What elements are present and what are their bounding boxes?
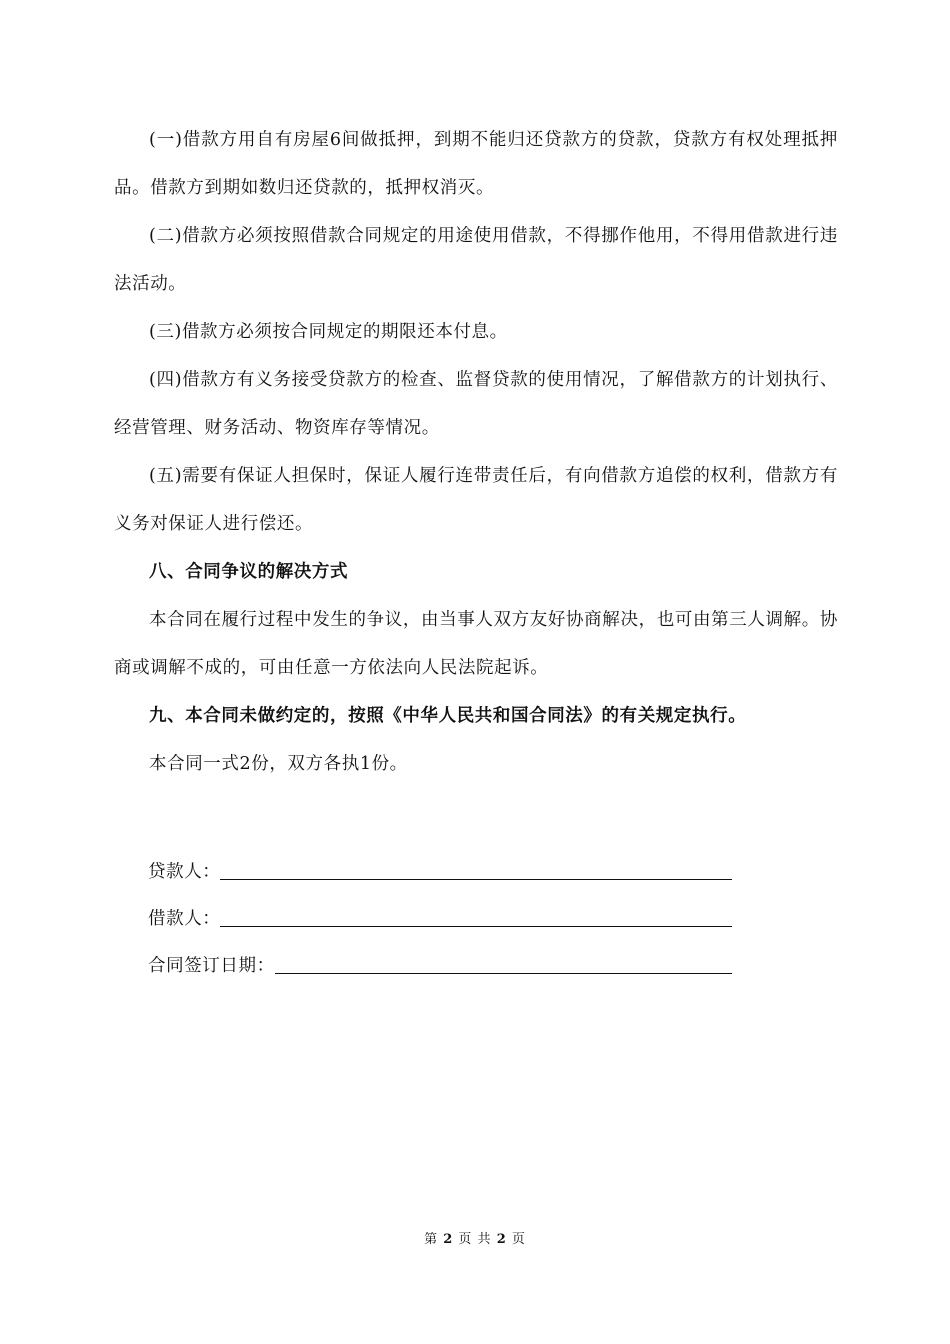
footer-prefix: 第 [424,1232,439,1247]
footer-total-pages: 2 [496,1232,507,1247]
date-signature-row [148,932,732,979]
clause-5: (五)需要有保证人担保时，保证人履行连带责任后，有向借款方追偿的权利，借款方有义务对保证人进行偿还。 [114,466,838,534]
signature-block [148,838,732,979]
footer-suffix: 页 [511,1232,526,1247]
section-nine-text: 本合同一式2份，双方各执1份。 [149,754,408,774]
clause-2: (二)借款方必须按照借款合同规定的用途使用借款，不得挪作他用，不得用借款进行违法活动。 [114,226,838,294]
footer-current-page: 2 [443,1232,454,1247]
contract-body [114,116,838,788]
clause-3: (三)借款方必须按合同规定的期限还本付息。 [149,322,508,342]
section-eight-heading: 八、合同争议的解决方式 [149,562,349,582]
page-footer [0,1228,950,1247]
borrower-label: 借款人： [148,909,221,929]
borrower-signature-row [148,885,732,932]
section-nine-heading: 九、本合同未做约定的，按照《中华人民共和国合同法》的有关规定执行。 [149,706,747,726]
clause-4: (四)借款方有义务接受贷款方的检查、监督贷款的使用情况，了解借款方的计划执行、经营管理、财务活动、物资库存等情况。 [114,370,838,438]
date-signature-line[interactable] [275,953,732,974]
footer-middle: 页 共 [458,1232,492,1247]
clause-1: (一)借款方用自有房屋6间做抵押，到期不能归还贷款方的贷款，贷款方有权处理抵押品。借款方到期如数归还贷款的，抵押权消灭。 [114,130,838,198]
section-eight-text: 本合同在履行过程中发生的争议，由当事人双方友好协商解决，也可由第三人调解。协商或调解不成的，可由任意一方依法向人民法院起诉。 [114,610,838,678]
lender-signature-line[interactable] [220,859,732,880]
date-label: 合同签订日期： [148,956,275,976]
lender-signature-row [148,838,732,885]
lender-label: 贷款人： [148,862,221,882]
borrower-signature-line[interactable] [220,906,732,927]
